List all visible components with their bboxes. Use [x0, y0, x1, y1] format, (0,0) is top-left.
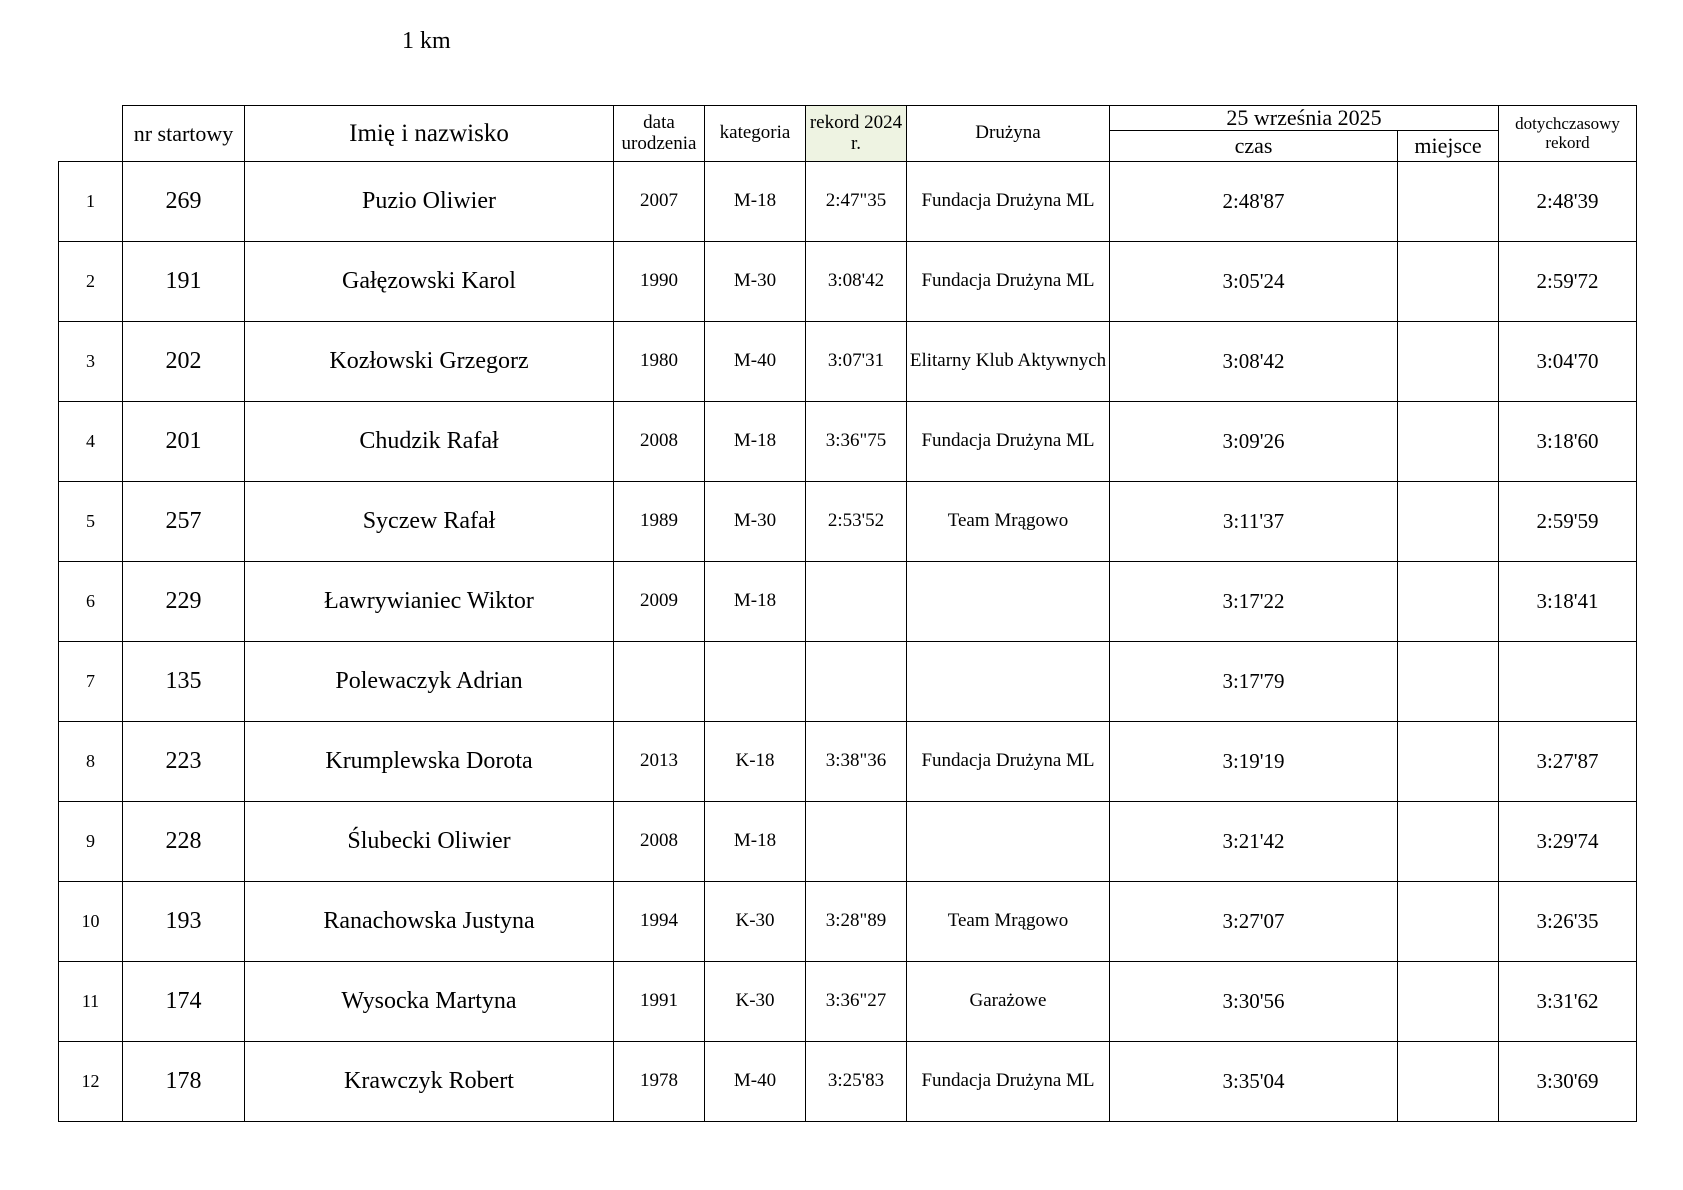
cell-czas: 3:27'07 — [1110, 882, 1398, 962]
cell-czas: 3:35'04 — [1110, 1042, 1398, 1122]
cell-rekord-2024: 3:08'42 — [806, 242, 907, 322]
table-row — [59, 802, 1637, 882]
cell-nr-startowy: 229 — [123, 562, 245, 642]
cell-dotychczasowy-rekord: 3:27'87 — [1499, 722, 1637, 802]
table-row — [59, 882, 1637, 962]
cell-born: 1989 — [614, 482, 705, 562]
cell-team: Garażowe — [907, 962, 1110, 1042]
cell-rekord-2024 — [806, 562, 907, 642]
cell-team: Team Mrągowo — [907, 882, 1110, 962]
cell-miejsce — [1398, 322, 1499, 402]
cell-team: Fundacja Drużyna ML — [907, 162, 1110, 242]
header-imie-nazwisko: Imię i nazwisko — [245, 106, 614, 162]
table-row — [59, 562, 1637, 642]
cell-nr-startowy: 201 — [123, 402, 245, 482]
cell-name: Krawczyk Robert — [245, 1042, 614, 1122]
cell-rekord-2024: 3:07'31 — [806, 322, 907, 402]
cell-born: 1990 — [614, 242, 705, 322]
cell-lp: 4 — [59, 402, 123, 482]
cell-czas: 3:05'24 — [1110, 242, 1398, 322]
cell-czas: 3:21'42 — [1110, 802, 1398, 882]
cell-name: Syczew Rafał — [245, 482, 614, 562]
cell-nr-startowy: 223 — [123, 722, 245, 802]
cell-miejsce — [1398, 722, 1499, 802]
cell-dotychczasowy-rekord: 3:31'62 — [1499, 962, 1637, 1042]
results-table — [58, 105, 1637, 1122]
cell-category: M-30 — [705, 242, 806, 322]
cell-rekord-2024: 3:28"89 — [806, 882, 907, 962]
cell-miejsce — [1398, 402, 1499, 482]
header-data-urodzenia: data urodzenia — [614, 106, 705, 162]
cell-category: M-18 — [705, 802, 806, 882]
cell-name: Gałęzowski Karol — [245, 242, 614, 322]
cell-miejsce — [1398, 882, 1499, 962]
cell-lp: 7 — [59, 642, 123, 722]
table-row — [59, 162, 1637, 242]
cell-lp: 12 — [59, 1042, 123, 1122]
header-rekord-2024: rekord 2024 r. — [806, 106, 907, 162]
cell-nr-startowy: 269 — [123, 162, 245, 242]
cell-team — [907, 802, 1110, 882]
cell-nr-startowy: 257 — [123, 482, 245, 562]
cell-lp: 1 — [59, 162, 123, 242]
page-title: 1 km — [402, 28, 451, 54]
cell-miejsce — [1398, 562, 1499, 642]
cell-team: Fundacja Drużyna ML — [907, 1042, 1110, 1122]
table-row — [59, 402, 1637, 482]
cell-dotychczasowy-rekord: 3:29'74 — [1499, 802, 1637, 882]
cell-rekord-2024: 3:36"75 — [806, 402, 907, 482]
cell-rekord-2024 — [806, 642, 907, 722]
cell-rekord-2024: 3:25'83 — [806, 1042, 907, 1122]
table-row — [59, 642, 1637, 722]
cell-name: Chudzik Rafał — [245, 402, 614, 482]
cell-name: Ranachowska Justyna — [245, 882, 614, 962]
cell-czas: 3:30'56 — [1110, 962, 1398, 1042]
header-miejsce: miejsce — [1398, 131, 1499, 162]
cell-rekord-2024 — [806, 802, 907, 882]
cell-name: Krumplewska Dorota — [245, 722, 614, 802]
cell-category: M-18 — [705, 162, 806, 242]
cell-dotychczasowy-rekord: 3:18'60 — [1499, 402, 1637, 482]
cell-lp: 2 — [59, 242, 123, 322]
cell-dotychczasowy-rekord: 3:26'35 — [1499, 882, 1637, 962]
cell-dotychczasowy-rekord: 3:04'70 — [1499, 322, 1637, 402]
cell-czas: 3:09'26 — [1110, 402, 1398, 482]
cell-category: M-40 — [705, 322, 806, 402]
cell-nr-startowy: 202 — [123, 322, 245, 402]
cell-name: Ślubecki Oliwier — [245, 802, 614, 882]
cell-dotychczasowy-rekord: 2:48'39 — [1499, 162, 1637, 242]
table-row — [59, 962, 1637, 1042]
cell-team — [907, 642, 1110, 722]
cell-name: Polewaczyk Adrian — [245, 642, 614, 722]
cell-born: 1980 — [614, 322, 705, 402]
cell-dotychczasowy-rekord: 2:59'72 — [1499, 242, 1637, 322]
cell-category — [705, 642, 806, 722]
cell-born — [614, 642, 705, 722]
cell-category: K-30 — [705, 882, 806, 962]
cell-category: M-40 — [705, 1042, 806, 1122]
cell-nr-startowy: 228 — [123, 802, 245, 882]
cell-lp: 8 — [59, 722, 123, 802]
cell-team: Fundacja Drużyna ML — [907, 402, 1110, 482]
cell-miejsce — [1398, 162, 1499, 242]
header-event-date: 25 września 2025 — [1110, 106, 1499, 131]
cell-born: 1978 — [614, 1042, 705, 1122]
cell-team — [907, 562, 1110, 642]
cell-name: Ławrywianiec Wiktor — [245, 562, 614, 642]
cell-born: 2008 — [614, 802, 705, 882]
cell-miejsce — [1398, 1042, 1499, 1122]
cell-team: Team Mrągowo — [907, 482, 1110, 562]
cell-category: K-30 — [705, 962, 806, 1042]
cell-lp: 10 — [59, 882, 123, 962]
header-nr-startowy: nr startowy — [123, 106, 245, 162]
cell-name: Kozłowski Grzegorz — [245, 322, 614, 402]
table-row — [59, 322, 1637, 402]
cell-lp: 3 — [59, 322, 123, 402]
cell-lp: 9 — [59, 802, 123, 882]
table-row — [59, 482, 1637, 562]
cell-born: 2007 — [614, 162, 705, 242]
table-header — [59, 106, 1637, 162]
cell-czas: 2:48'87 — [1110, 162, 1398, 242]
cell-born: 2009 — [614, 562, 705, 642]
table-row — [59, 722, 1637, 802]
cell-lp: 6 — [59, 562, 123, 642]
cell-category: M-18 — [705, 562, 806, 642]
cell-dotychczasowy-rekord: 3:18'41 — [1499, 562, 1637, 642]
cell-lp: 11 — [59, 962, 123, 1042]
cell-miejsce — [1398, 962, 1499, 1042]
cell-czas: 3:17'22 — [1110, 562, 1398, 642]
table-row — [59, 1042, 1637, 1122]
cell-czas: 3:11'37 — [1110, 482, 1398, 562]
cell-czas: 3:08'42 — [1110, 322, 1398, 402]
cell-czas: 3:19'19 — [1110, 722, 1398, 802]
cell-dotychczasowy-rekord: 2:59'59 — [1499, 482, 1637, 562]
header-kategoria: kategoria — [705, 106, 806, 162]
header-czas: czas — [1110, 131, 1398, 162]
cell-category: M-30 — [705, 482, 806, 562]
cell-team: Fundacja Drużyna ML — [907, 722, 1110, 802]
cell-miejsce — [1398, 242, 1499, 322]
cell-rekord-2024: 3:36"27 — [806, 962, 907, 1042]
cell-born: 2013 — [614, 722, 705, 802]
cell-miejsce — [1398, 482, 1499, 562]
cell-team: Fundacja Drużyna ML — [907, 242, 1110, 322]
cell-nr-startowy: 178 — [123, 1042, 245, 1122]
cell-born: 1991 — [614, 962, 705, 1042]
cell-rekord-2024: 3:38"36 — [806, 722, 907, 802]
cell-nr-startowy: 174 — [123, 962, 245, 1042]
table-row — [59, 242, 1637, 322]
cell-miejsce — [1398, 642, 1499, 722]
header-druzyna: Drużyna — [907, 106, 1110, 162]
cell-czas: 3:17'79 — [1110, 642, 1398, 722]
cell-miejsce — [1398, 802, 1499, 882]
cell-dotychczasowy-rekord — [1499, 642, 1637, 722]
cell-category: M-18 — [705, 402, 806, 482]
cell-rekord-2024: 2:47"35 — [806, 162, 907, 242]
cell-name: Wysocka Martyna — [245, 962, 614, 1042]
cell-born: 2008 — [614, 402, 705, 482]
cell-rekord-2024: 2:53'52 — [806, 482, 907, 562]
cell-nr-startowy: 191 — [123, 242, 245, 322]
cell-nr-startowy: 193 — [123, 882, 245, 962]
cell-dotychczasowy-rekord: 3:30'69 — [1499, 1042, 1637, 1122]
cell-lp: 5 — [59, 482, 123, 562]
header-dotychczasowy-rekord: dotychczasowy rekord — [1499, 106, 1637, 162]
header-lp-blank — [59, 106, 123, 162]
cell-category: K-18 — [705, 722, 806, 802]
cell-nr-startowy: 135 — [123, 642, 245, 722]
cell-team: Elitarny Klub Aktywnych — [907, 322, 1110, 402]
cell-born: 1994 — [614, 882, 705, 962]
cell-name: Puzio Oliwier — [245, 162, 614, 242]
